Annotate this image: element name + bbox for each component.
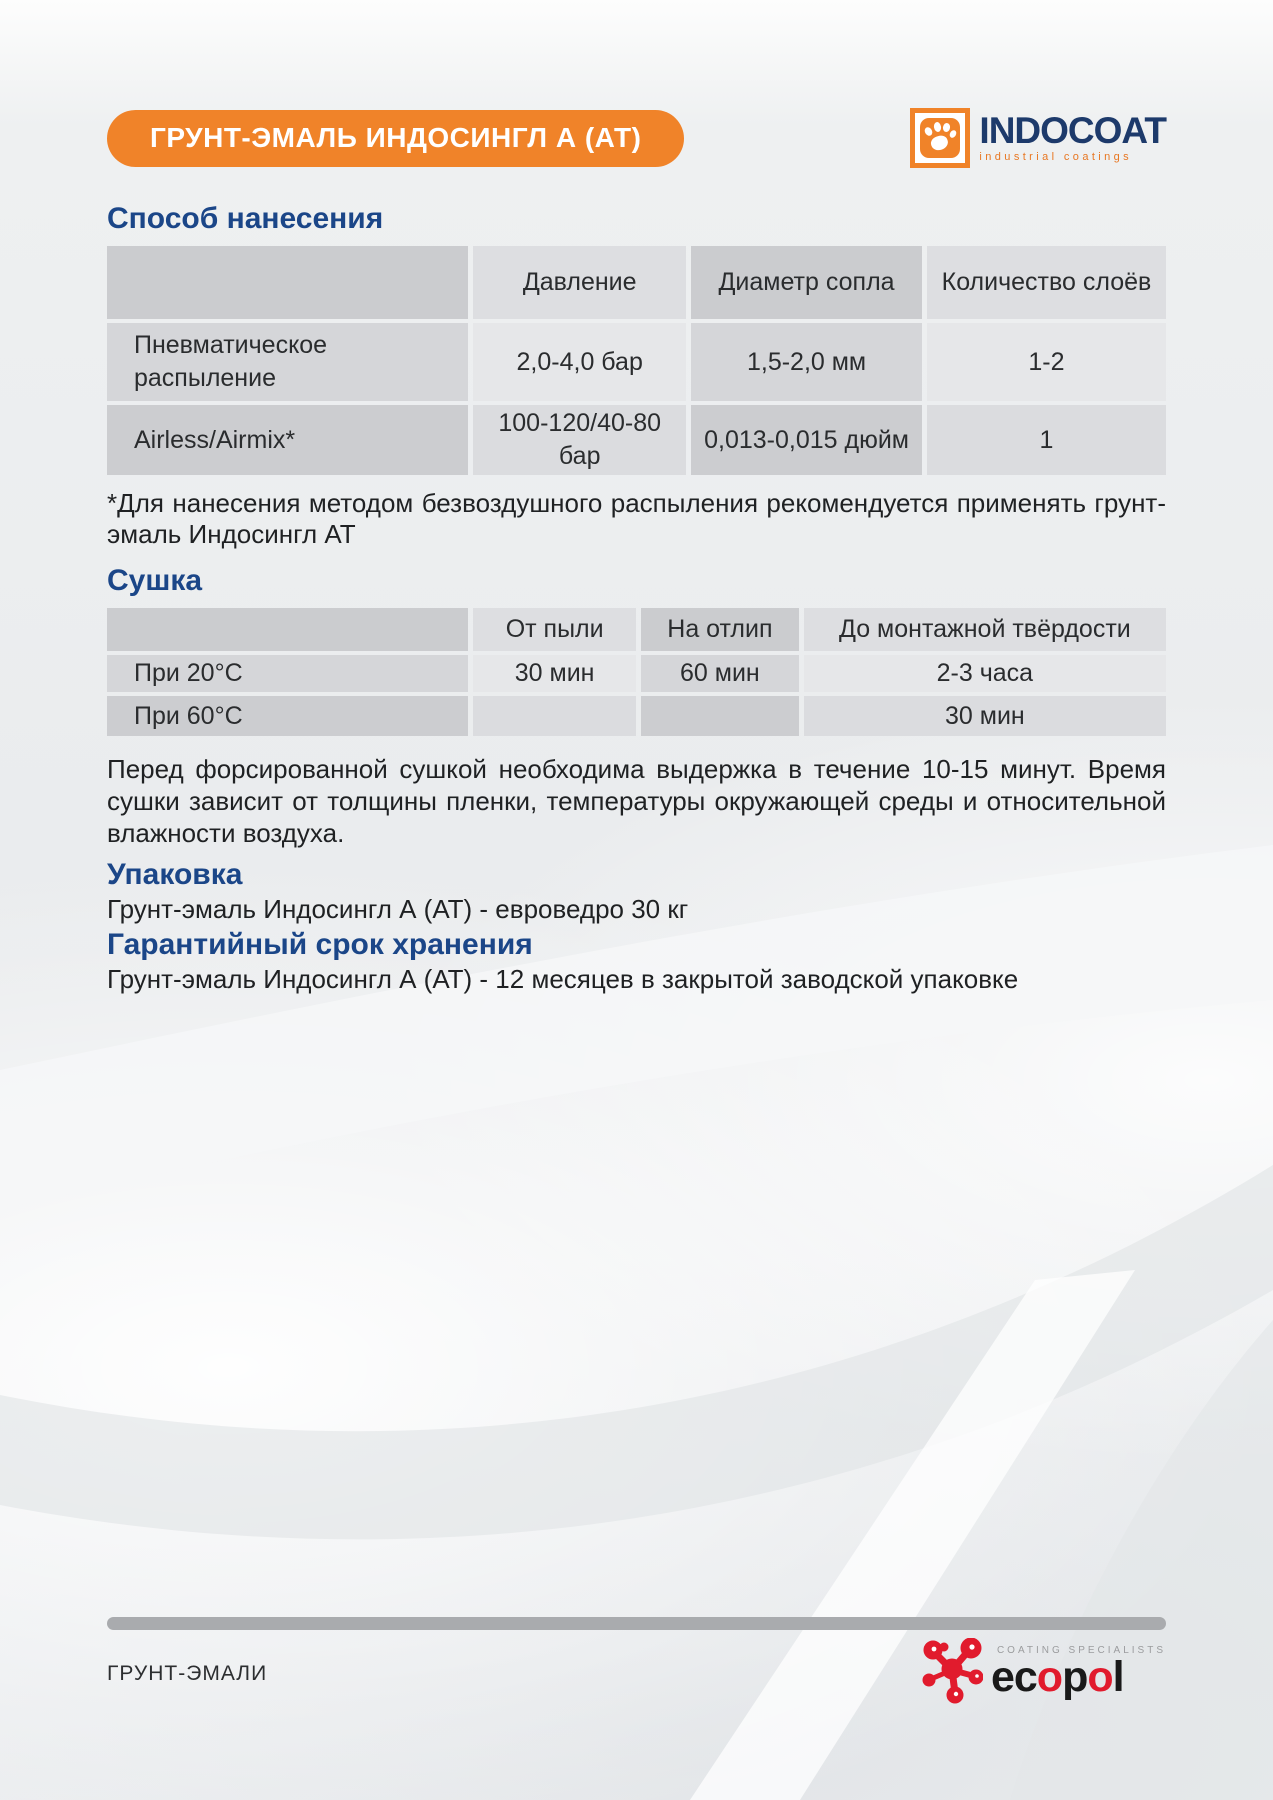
section-title-drying: Сушка [107,564,203,597]
brand-letter: o [1087,1653,1113,1701]
brand-letter: ec [990,1653,1037,1701]
column-header: На отлип [641,608,799,651]
brand-letter: p [1062,1653,1088,1701]
footer-divider-bar [107,1617,1166,1630]
cell-value: 60 мин [641,655,799,692]
table-row [107,323,1166,401]
product-title-badge: ГРУНТ-ЭМАЛЬ ИНДОСИНГЛ А (АТ) [107,110,684,167]
cell-value: 1-2 [927,323,1166,401]
section-title-packaging: Упаковка [107,858,243,891]
column-header: Количество слоёв [927,246,1166,319]
table-header-row [107,608,1166,651]
brand-letter: l [1112,1653,1124,1701]
row-label: Пневматическое распыление [107,323,468,401]
column-header [107,608,468,651]
page-header [107,106,1166,170]
cell-value: 30 мин [804,696,1166,736]
table-row [107,655,1166,692]
cell-value: 1 [927,405,1166,475]
application-footnote: *Для нанесения методом безвоздушного распыления рекомендуется применять грунт-эмаль Индосингл АТ [107,488,1166,549]
indocoat-logo [910,108,1166,168]
cell-value [473,696,636,736]
column-header: От пыли [473,608,636,651]
ecopol-wordmark [990,1653,1124,1701]
shelf-life-text: Грунт-эмаль Индосингл А (АТ) - 12 месяцев в закрытой заводской упаковке [107,964,1019,994]
cell-value: 100-120/40-80 бар [473,405,686,475]
cell-value: 1,5-2,0 мм [691,323,922,401]
content-area [107,0,1166,994]
application-table [102,242,1171,479]
column-header: Диаметр сопла [691,246,922,319]
cell-value [641,696,799,736]
cell-value: 2,0-4,0 бар [473,323,686,401]
ecopol-tagline: COATING SPECIALISTS [996,1645,1166,1656]
ecopol-logo [921,1638,1166,1704]
drying-table [102,604,1171,740]
cell-value: 0,013-0,015 дюйм [691,405,922,475]
packaging-text: Грунт-эмаль Индосингл А (АТ) - евроведро 30 кг [107,894,689,924]
brand-letter: o [1036,1653,1063,1701]
column-header: Давление [473,246,686,319]
table-row [107,696,1166,736]
row-label: При 20°C [107,655,468,692]
ecopol-splat-icon [921,1638,983,1704]
row-label: Airless/Airmix* [107,405,468,475]
footer-category-label: ГРУНТ-ЭМАЛИ [107,1662,268,1685]
column-header: До монтажной твёрдости [804,608,1166,651]
indocoat-tagline: industrial coatings [979,151,1133,163]
page-footer [107,1617,1166,1704]
table-header-row [107,246,1166,319]
column-header [107,246,468,319]
table-row [107,405,1166,475]
row-label: При 60°C [107,696,468,736]
drying-note: Перед форсированной сушкой необходима выдержка в течение 10-15 минут. Время сушки зависит от толщины пленки, температуры окружающей среды и относительной влажности воздуха. [107,754,1166,848]
paw-icon [920,118,960,158]
section-title-application: Способ нанесения [107,202,384,235]
indocoat-frame [910,108,970,168]
section-title-shelf-life: Гарантийный срок хранения [107,928,533,961]
cell-value: 2-3 часа [804,655,1166,692]
cell-value: 30 мин [473,655,636,692]
indocoat-wordmark: INDOCOAT [979,110,1166,151]
